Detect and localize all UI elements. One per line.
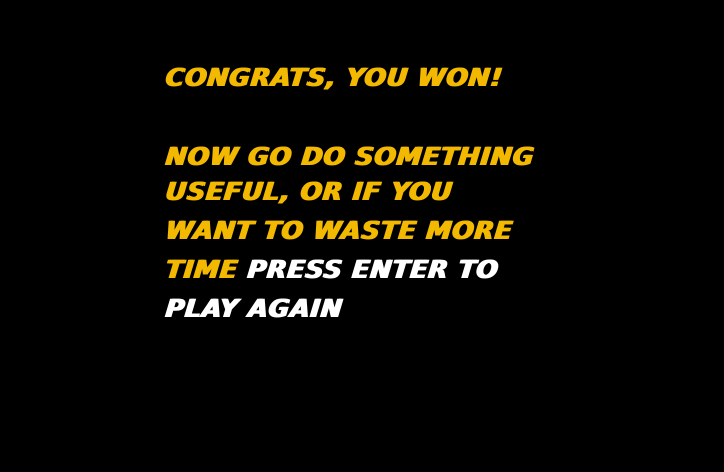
message-line-5 [163,290,344,328]
message-text: WANT TO WASTE MORE [163,216,514,245]
message-line-4 [163,251,500,289]
message-text: USEFUL, OR IF YOU [163,177,454,206]
play-again-prompt: PRESS ENTER TO [245,255,500,284]
message-line-1 [163,138,536,176]
win-headline [163,59,504,97]
message-text: NOW GO DO SOMETHING [163,142,536,171]
play-again-prompt: PLAY AGAIN [163,294,344,323]
message-line-3 [163,212,514,250]
headline-text: CONGRATS, YOU WON! [163,63,504,92]
message-line-2 [163,173,454,211]
message-text: TIME [163,255,239,284]
